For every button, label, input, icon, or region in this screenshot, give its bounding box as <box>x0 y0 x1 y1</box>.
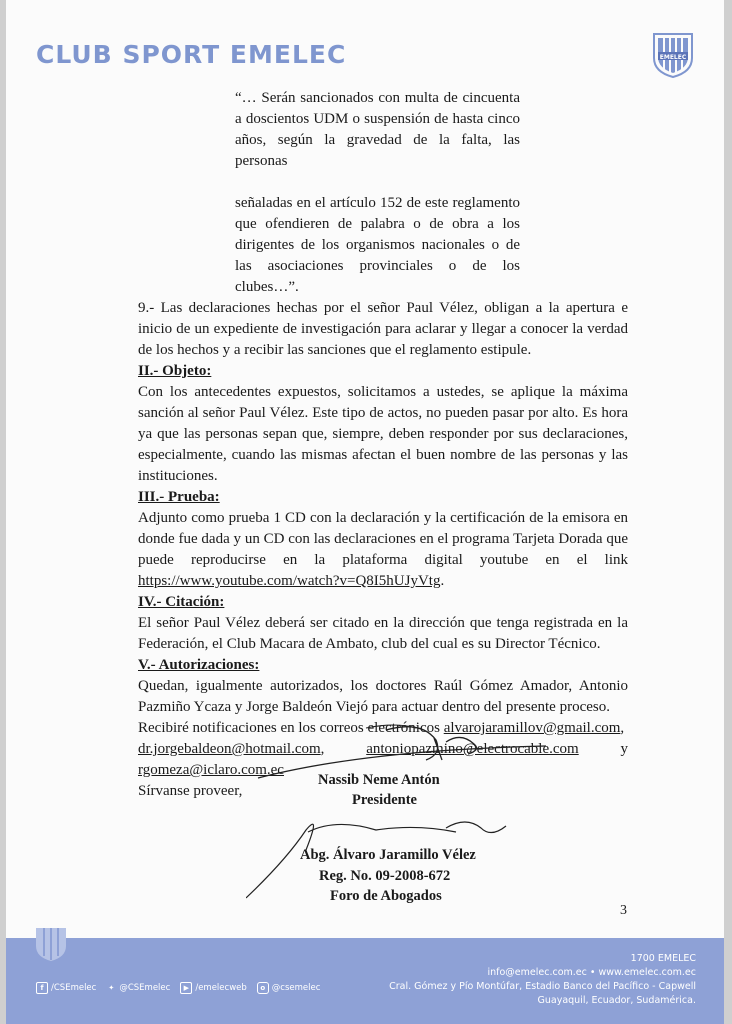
social-youtube[interactable] <box>180 982 246 994</box>
footer-phone: 1700 EMELEC <box>630 953 696 964</box>
emelec-crest-icon <box>650 30 696 78</box>
email-link-4[interactable]: rgomeza@iclaro.com.ec <box>138 762 284 778</box>
social-facebook[interactable] <box>36 982 96 994</box>
instagram-label: @csemelec <box>271 983 321 993</box>
email-conjunction: y <box>620 741 628 757</box>
footer-address-1: Cral. Gómez y Pío Montúfar, Estadio Banco del Pacífico - Capwell <box>389 981 696 992</box>
facebook-label: /CSEmelec <box>51 983 97 993</box>
email-sep-2: , <box>320 741 325 757</box>
email-sep-1: , <box>620 720 625 736</box>
autorizaciones-heading: V.- Autorizaciones: <box>138 657 260 673</box>
autorizaciones-paragraph: Quedan, igualmente autorizados, los doctores Raúl Gómez Amador, Antonio Pazmiño Ycaza y Jorge Baldeón Viejó para actuar dentro del presente proceso. <box>138 678 628 715</box>
twitter-icon: ✦ <box>108 984 115 992</box>
signer-1-name: Nassib Neme Antón <box>318 772 440 788</box>
document-page <box>6 0 724 1024</box>
footer-address-2: Guayaquil, Ecuador, Sudamérica. <box>537 995 696 1006</box>
footer-crest-icon <box>34 926 68 962</box>
letter-body <box>138 88 628 802</box>
social-links <box>36 982 320 994</box>
footer-band <box>6 938 724 1024</box>
page-number: 3 <box>620 903 627 918</box>
signer-2-name: Abg. Álvaro Jaramillo Vélez <box>300 847 476 863</box>
closing-line: Sírvanse proveer, <box>138 783 243 799</box>
email-link-3[interactable]: antoniopazmino@electrocable.com <box>366 741 579 757</box>
prueba-link-end: . <box>440 573 445 589</box>
citacion-heading: IV.- Citación: <box>138 594 225 610</box>
signer-2-registration: Reg. No. 09-2008-672 <box>319 868 451 884</box>
footer-contact <box>389 952 696 1008</box>
signature-stroke-3 <box>366 725 416 728</box>
instagram-icon: o <box>257 982 269 994</box>
citacion-paragraph: El señor Paul Vélez deberá ser citado en la dirección que tenga registrada en la Federación, el Club Macara de Ambato, club del cual es su Director Técnico. <box>138 615 628 652</box>
email-link-2[interactable]: dr.jorgebaldeon@hotmail.com <box>138 741 321 757</box>
social-instagram[interactable] <box>257 982 321 994</box>
youtube-icon: ▶ <box>180 982 192 994</box>
quote-part-1: “… Serán sancionados con multa de cincuenta a doscientos UDM o suspensión de hasta cinco años, según la gravedad de la falta, las personas <box>235 90 520 169</box>
youtube-label: /emelecweb <box>195 983 247 993</box>
prueba-paragraph <box>138 508 628 592</box>
footer-web[interactable]: info@emelec.com.ec • www.emelec.com.ec <box>487 967 696 978</box>
quoted-regulation <box>235 88 520 298</box>
prueba-heading: III.- Prueba: <box>138 489 220 505</box>
prueba-text: Adjunto como prueba 1 CD con la declaración y la certificación de la emisora en donde fue dada y un CD con las declaraciones en el programa Tarjeta Dorada que puede reproducirse en la plataforma digital youtube en el link <box>138 510 628 568</box>
notificaciones-prefix: Recibiré notificaciones en los correos electrónicos <box>138 720 440 736</box>
signer-1-title: Presidente <box>352 792 417 808</box>
quote-part-2: señaladas en el artículo 152 de este reglamento que ofendieren de palabra o de obra a los dirigentes de los organismos nacionales o de las asociaciones provinciales o de los clubes…”. <box>235 195 520 295</box>
email-link-1[interactable]: alvarojaramillov@gmail.com <box>443 720 621 736</box>
signer-2-foro: Foro de Abogados <box>330 888 442 904</box>
youtube-link[interactable]: https://www.youtube.com/watch?v=Q8I5hUJyVtg <box>138 573 441 589</box>
item-9-paragraph: 9.- Las declaraciones hechas por el señor Paul Vélez, obligan a la apertura e inicio de un expediente de investigación para aclarar y llegar a conocer la verdad de los hechos y a recibir las sanciones que el reglamento estipule. <box>138 300 628 358</box>
twitter-label: @CSEmelec <box>119 983 171 993</box>
objeto-paragraph: Con los antecedentes expuestos, solicitamos a ustedes, se aplique la máxima sanción al señor Paul Vélez. Este tipo de actos, no pueden pasar por alto. Es hora ya que las personas sepan que, siempre, deben responder por sus declaraciones, especialmente, cuando las mismas afectan el buen nombre de las personas y las instituciones. <box>138 384 628 484</box>
facebook-icon: f <box>36 982 48 994</box>
signature-block <box>246 720 606 910</box>
crest-text: EMELEC <box>659 54 687 61</box>
social-twitter[interactable] <box>106 982 170 994</box>
brand-title: CLUB SPORT EMELEC <box>36 40 347 69</box>
objeto-heading: II.- Objeto: <box>138 363 212 379</box>
